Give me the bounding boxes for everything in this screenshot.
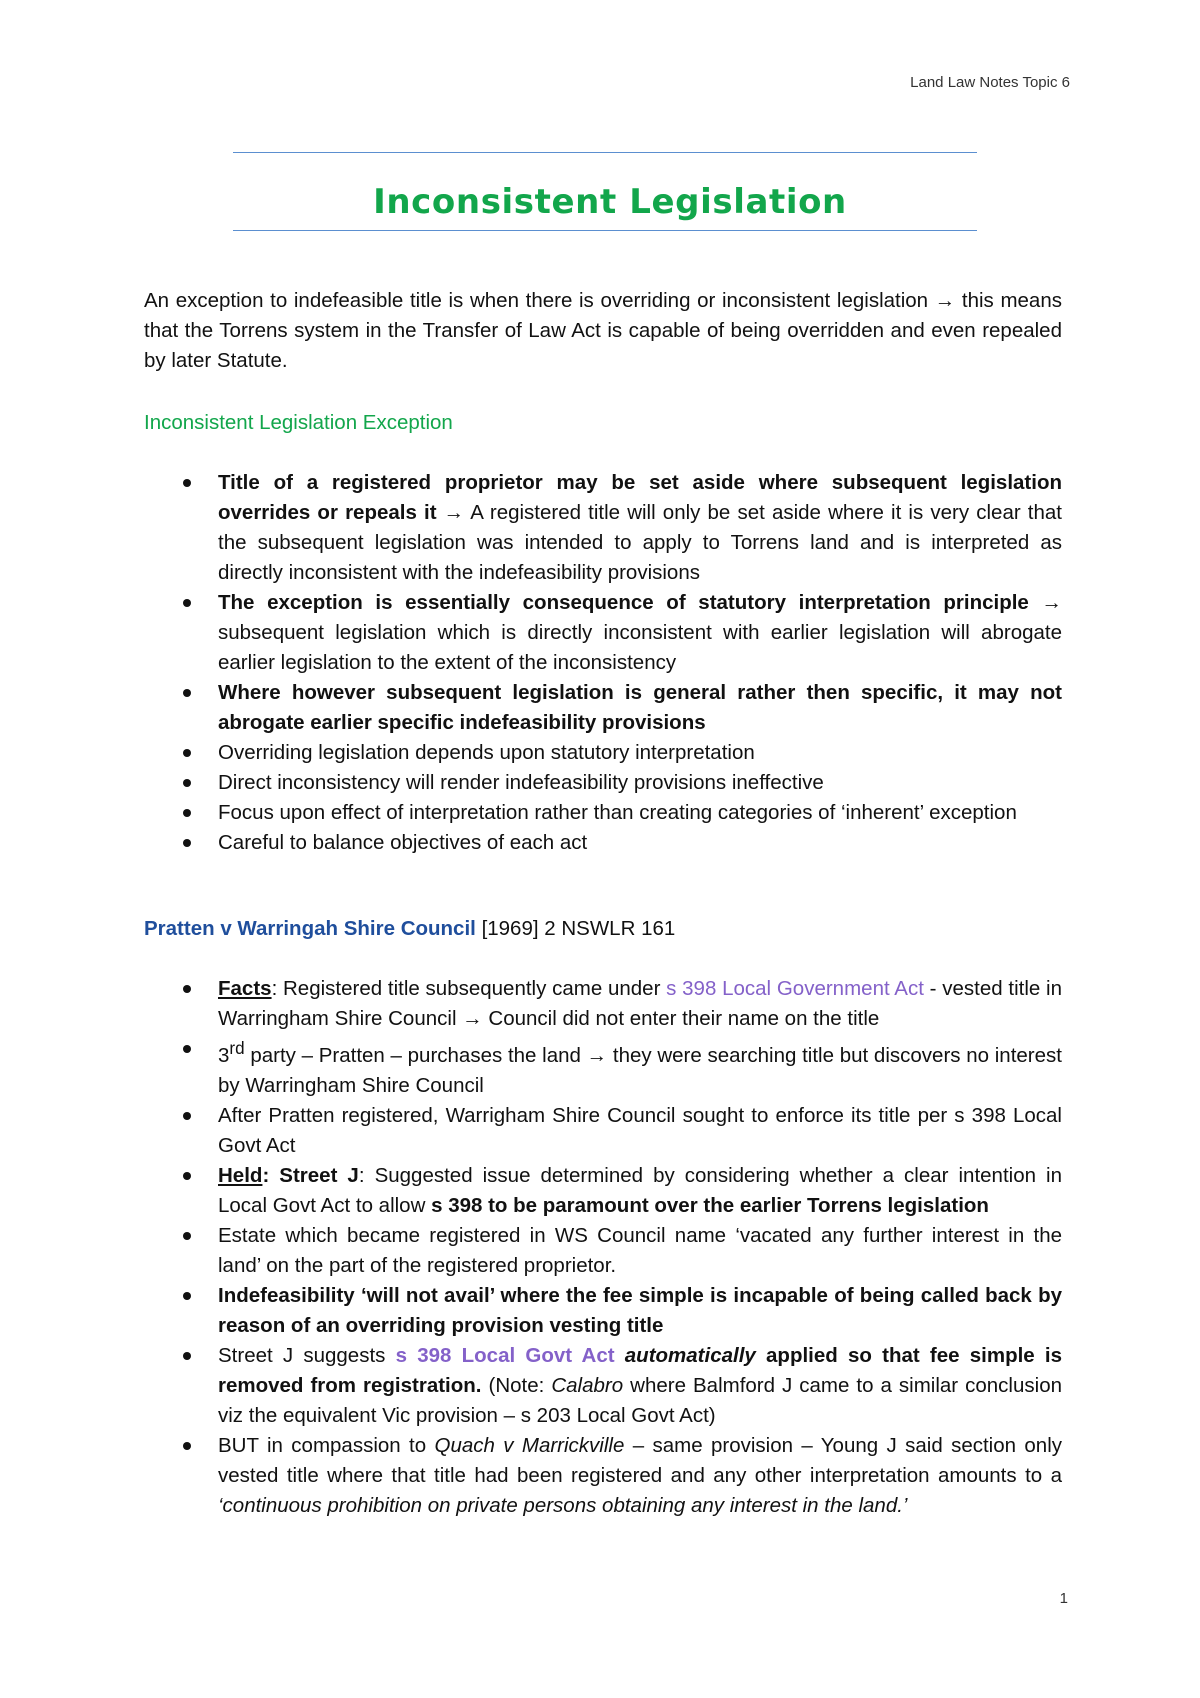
list-item: Focus upon effect of interpretation rather than creating categories of ‘inherent’ exception — [144, 798, 1062, 828]
case-heading — [144, 914, 1062, 944]
bullet-icon — [183, 1112, 191, 1120]
list-item: Street J suggests s 398 Local Govt Act automatically applied so that fee simple is removed from registration. (Note: Calabro where Balmford J came to a similar conclusion viz the equivalent Vic provision – s 203 Local Govt Act) — [144, 1341, 1062, 1431]
section-heading: Inconsistent Legislation Exception — [144, 411, 453, 434]
list-item: Direct inconsistency will render indefeasibility provisions ineffective — [144, 768, 1062, 798]
list-item: Where however subsequent legislation is general rather then specific, it may not abrogate earlier specific indefeasibility provisions — [144, 678, 1062, 738]
arrow-icon: → — [586, 1043, 608, 1067]
bullet-icon — [183, 1442, 191, 1450]
bullet-icon — [183, 809, 191, 817]
list-item: Indefeasibility ‘will not avail’ where the fee simple is incapable of being called back by reason of an overriding provision vesting title — [144, 1281, 1062, 1341]
bullet-icon — [183, 985, 191, 993]
bullet-icon — [183, 1172, 191, 1180]
bullet-icon — [183, 1232, 191, 1240]
case-bullet-list — [144, 974, 1062, 1521]
list-item: Held: Street J: Suggested issue determined by considering whether a clear intention in Local Govt Act to allow s 398 to be paramount over the earlier Torrens legislation — [144, 1161, 1062, 1221]
bullet-icon — [183, 1045, 191, 1053]
list-item: Facts: Registered title subsequently came under s 398 Local Government Act - vested title in Warringham Shire Council → Council did not enter their name on the title — [144, 974, 1062, 1034]
title-rule-top — [233, 152, 977, 153]
bullet-icon — [183, 479, 191, 487]
bullet-icon — [183, 779, 191, 787]
exception-bullet-list — [144, 468, 1062, 858]
list-item: BUT in compassion to Quach v Marrickville – same provision – Young J said section only vested title where that title had been registered and any other interpretation amounts to a ‘continuous prohibition on private persons obtaining any interest in the land.’ — [144, 1431, 1062, 1521]
page-number: 1 — [1059, 1590, 1068, 1607]
document-title: Inconsistent Legislation — [373, 182, 847, 222]
bullet-icon — [183, 689, 191, 697]
arrow-icon: → — [462, 1007, 483, 1030]
bullet-icon — [183, 1292, 191, 1300]
list-item: Estate which became registered in WS Council name ‘vacated any further interest in the land’ on the part of the registered proprietor. — [144, 1221, 1062, 1281]
case-name: Pratten v Warringah Shire Council — [144, 917, 476, 940]
bullet-icon — [183, 749, 191, 757]
case-citation: [1969] 2 NSWLR 161 — [481, 917, 676, 940]
list-item: Title of a registered proprietor may be set aside where subsequent legislation overrides or repeals it → A registered title will only be set aside where it is very clear that the subsequent legislation was intended to apply to Torrens land and is interpreted as directly inconsistent with the indefeasibility provisions — [144, 468, 1062, 588]
intro-paragraph: An exception to indefeasible title is when there is overriding or inconsistent legislation → this means that the Torrens system in the Transfer of Law Act is capable of being overridden and even repealed by later Statute. — [144, 289, 1062, 372]
bullet-icon — [183, 1352, 191, 1360]
document-body — [144, 286, 1062, 1521]
arrow-icon: → — [1041, 591, 1062, 614]
arrow-icon: → — [934, 289, 956, 312]
list-item: 3rd party – Pratten – purchases the land → they were searching title but discovers no interest by Warringham Shire Council — [144, 1034, 1062, 1101]
list-item: Careful to balance objectives of each act — [144, 828, 1062, 858]
statute-reference: s 398 Local Government Act — [666, 977, 924, 1000]
list-item: Overriding legislation depends upon statutory interpretation — [144, 738, 1062, 768]
bullet-icon — [183, 599, 191, 607]
list-item: After Pratten registered, Warrigham Shire Council sought to enforce its title per s 398 Local Govt Act — [144, 1101, 1062, 1161]
running-header: Land Law Notes Topic 6 — [910, 74, 1070, 91]
list-item: The exception is essentially consequence of statutory interpretation principle → subsequent legislation which is directly inconsistent with earlier legislation will abrogate earlier legislation to the extent of the inconsistency — [144, 588, 1062, 678]
statute-reference: s 398 Local Govt Act — [395, 1343, 615, 1367]
title-rule-bottom — [233, 230, 977, 231]
bullet-icon — [183, 839, 191, 847]
arrow-icon: → — [443, 501, 465, 524]
